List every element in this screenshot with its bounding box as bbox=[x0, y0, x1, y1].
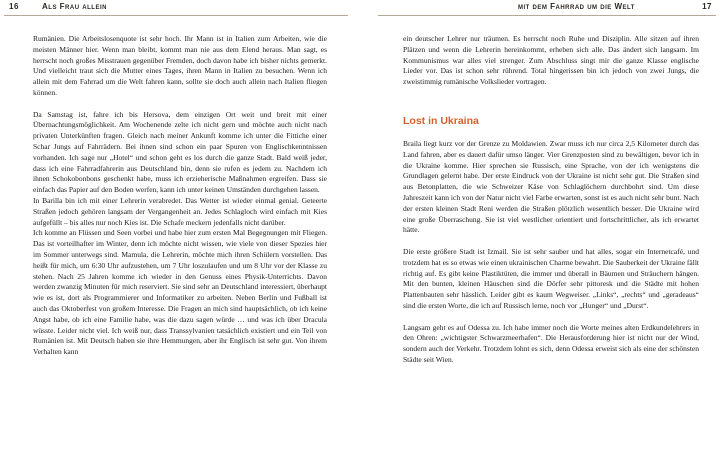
left-page-number: 16 bbox=[9, 2, 19, 11]
paragraph: Ich komme an Flüssen und Seen vorbei und habe hier zum ersten Mal Begegnungen mit Fliegen. Das ist vorteilhafter im Winter, denn ich möchte nicht wissen, wie viele von dieser Spezies hier im Sommer unterwegs sind. Mamula, die Lehrerin, möchte mich ihren Schülern vorstellen. Das heißt für mich, um 6:30 Uhr aufzustehen, um 7 Uhr loszulaufen und um 8 Uhr vor der Klasse zu stehen. Nach 25 Jahren komme ich wieder in den Genuss eines Physik-Unterrichts. Davon werden zwanzig Minuten für mich reserviert. Sie sind sehr an Deutschland interessiert, überhaupt wie es ist, dort als Programmierer und Informatiker zu arbeiten. Neben Berlin und Fußball ist auch das Oktoberfest von großem Interesse. Die Fragen an mich sind hauptsächlich, ob ich keine Angst habe, ob ich eine Familie habe, was die dazu sagen würde … und was ich über Dracula wüsste. Leider nicht viel. Ich weiß nur, dass Transsylvanien tatsächlich existiert und ein Teil von Rumänien ist. Mit Deutsch haben sie ihre Hemmungen, aber ihr Englisch ist sehr gut. Von ihrem Verhalten kann bbox=[33, 228, 327, 357]
paragraph: Die erste größere Stadt ist Izmail. Sie ist sehr sauber und hat alles, sogar ein Internetcafé, und trotzdem hat es so etwas wie einen ukrainischen Charme bewahrt. Die Sauberkeit der Ukraine fällt richtig auf. Es gibt keine Plastiktüten, die immer und überall in Bäumen und Sträuchern hängen. Mit den bunten, kleinen Häuschen sind die Dörfer sehr pittoresk und die Städte mit hohen Plattenbauten sehr hässlich. Leider gibt es kaum Wegweiser. „Links“, „rechts“ und „geradeaus“ sind die ersten Worte, die ich auf Russisch lerne, noch vor „Hunger“ und „Durst“. bbox=[403, 246, 699, 310]
paragraph: Da Samstag ist, fahre ich bis Hersova, dem einzigen Ort weit und breit mit einer Übernachtungsmöglichkeit. Am Wochenende zelte ich nicht gern und möchte auch nicht nach privaten Unterkünften fragen. Gleich nach meiner Ankunft komme ich unter die Fittiche einer Schar Jungs auf Fahrrädern. Bei ihnen sind schon ein paar Spuren von Englischkenntnissen vorhanden. Ich sage nur „Hotel“ und schon geht es los durch die ganze Stadt. Bald weiß jeder, dass ich eine Fahrradfahrerin aus Deutschland bin, denn sie rufen es jedem zu. Nachdem ich ihnen Schokobonbons geschenkt habe, muss ich erzieherische Maßnahmen ergreifen. Dass sie einfach das Papier auf den Boden werfen, kann ich unter keinen Umständen durchgehen lassen. bbox=[33, 109, 327, 195]
right-running-title: mit dem Fahrrad um die Welt bbox=[518, 2, 635, 11]
right-page-number: 17 bbox=[702, 2, 712, 11]
right-text-column bbox=[403, 34, 699, 366]
paragraph: Langsam geht es auf Odessa zu. Ich habe immer noch die Worte meines alten Erdkundelehrers in den Ohren: „wichtigster Schwarzmeerhafen“. Die Herausforderung hier ist nicht nur der Wind, sondern auch der Verkehr. Trotzdem lohnt es sich, denn Odessa erweist sich als eine der schönsten Städte seit Wien. bbox=[403, 322, 699, 364]
left-running-title: Als Frau allein bbox=[42, 2, 107, 11]
section-heading: Lost in Ukraina bbox=[403, 114, 479, 127]
paragraph: In Barilla bin ich mit einer Lehrerin verabredet. Das Wetter ist wieder einmal genial. Geteerte Straßen jedoch gehören langsam der Vergangenheit an. Jedes Schlagloch wird einfach mit Kies aufgefüllt – bis alles nur noch Kies ist. Die Schafe meckern jedenfalls nicht darüber. bbox=[33, 195, 327, 227]
paragraph: Rumänien. Die Arbeitslosenquote ist sehr hoch. Ihr Mann ist in Italien zum Arbeiten, wie die meisten Männer hier. Wenn man bleibt, kommt man nie aus dem Elend heraus. Man sagt, es herrscht noch großes Misstrauen gegenüber Fremden, doch davon habe ich bisher nichts gemerkt. Und vielleicht traut sich die Mutter eines Tages, ihren Mann in Italien zu besuchen. Wenn ich allein mit dem Fahrrad um die Welt fahren kann, sollte sie doch auch allein nach Italien fliegen können. bbox=[33, 34, 327, 97]
right-page-header bbox=[382, 2, 712, 16]
left-page-header bbox=[9, 2, 339, 16]
left-text-column bbox=[33, 34, 327, 358]
right-header-rule bbox=[378, 15, 716, 16]
paragraph: ein deutscher Lehrer nur träumen. Es herrscht noch Ruhe und Disziplin. Alle sitzen auf ihren Plätzen und wenn die Lehrerin hereinkommt, erheben sich alle. Das ändert sich langsam. Im Kommunismus war alles viel strenger. Zum Abschluss singt mir die ganze Klasse englische Lieder vor. Das ist schon sehr rührend. Total hingerissen bin ich jedoch von zwei Jungs, die zweistimmig rumänische Volkslieder vortragen. bbox=[403, 34, 699, 87]
left-header-rule bbox=[4, 15, 348, 16]
paragraph: Braila liegt kurz vor der Grenze zu Moldawien. Zwar muss ich nur circa 2,5 Kilometer durch das Land fahren, aber es dauert dafür umso länger. Vier Grenzposten sind zu bewältigen, bevor ich in die Ukraine komme. Hier sprechen sie Russisch, eine Sprache, von der ich wenigstens die Grundlagen gelernt habe. Der erste Eindruck von der Ukraine ist nicht sehr gut. Die Straßen sind aus Betonplatten, die wie Schweizer Käse von Schlaglöchern durchbohrt sind. Um diese Jahreszeit kann ich von der Natur nicht viel Farbe erwarten, sonst ist es auch nicht sehr bunt. Nach der ersten kleinen Stadt Reni werden die Straßen plötzlich wesentlich besser. Die Ukraine wird eine große Überraschung. Sie ist viel westlicher orientiert und fortschrittlicher, als ich erwartet hätte. bbox=[403, 138, 699, 235]
